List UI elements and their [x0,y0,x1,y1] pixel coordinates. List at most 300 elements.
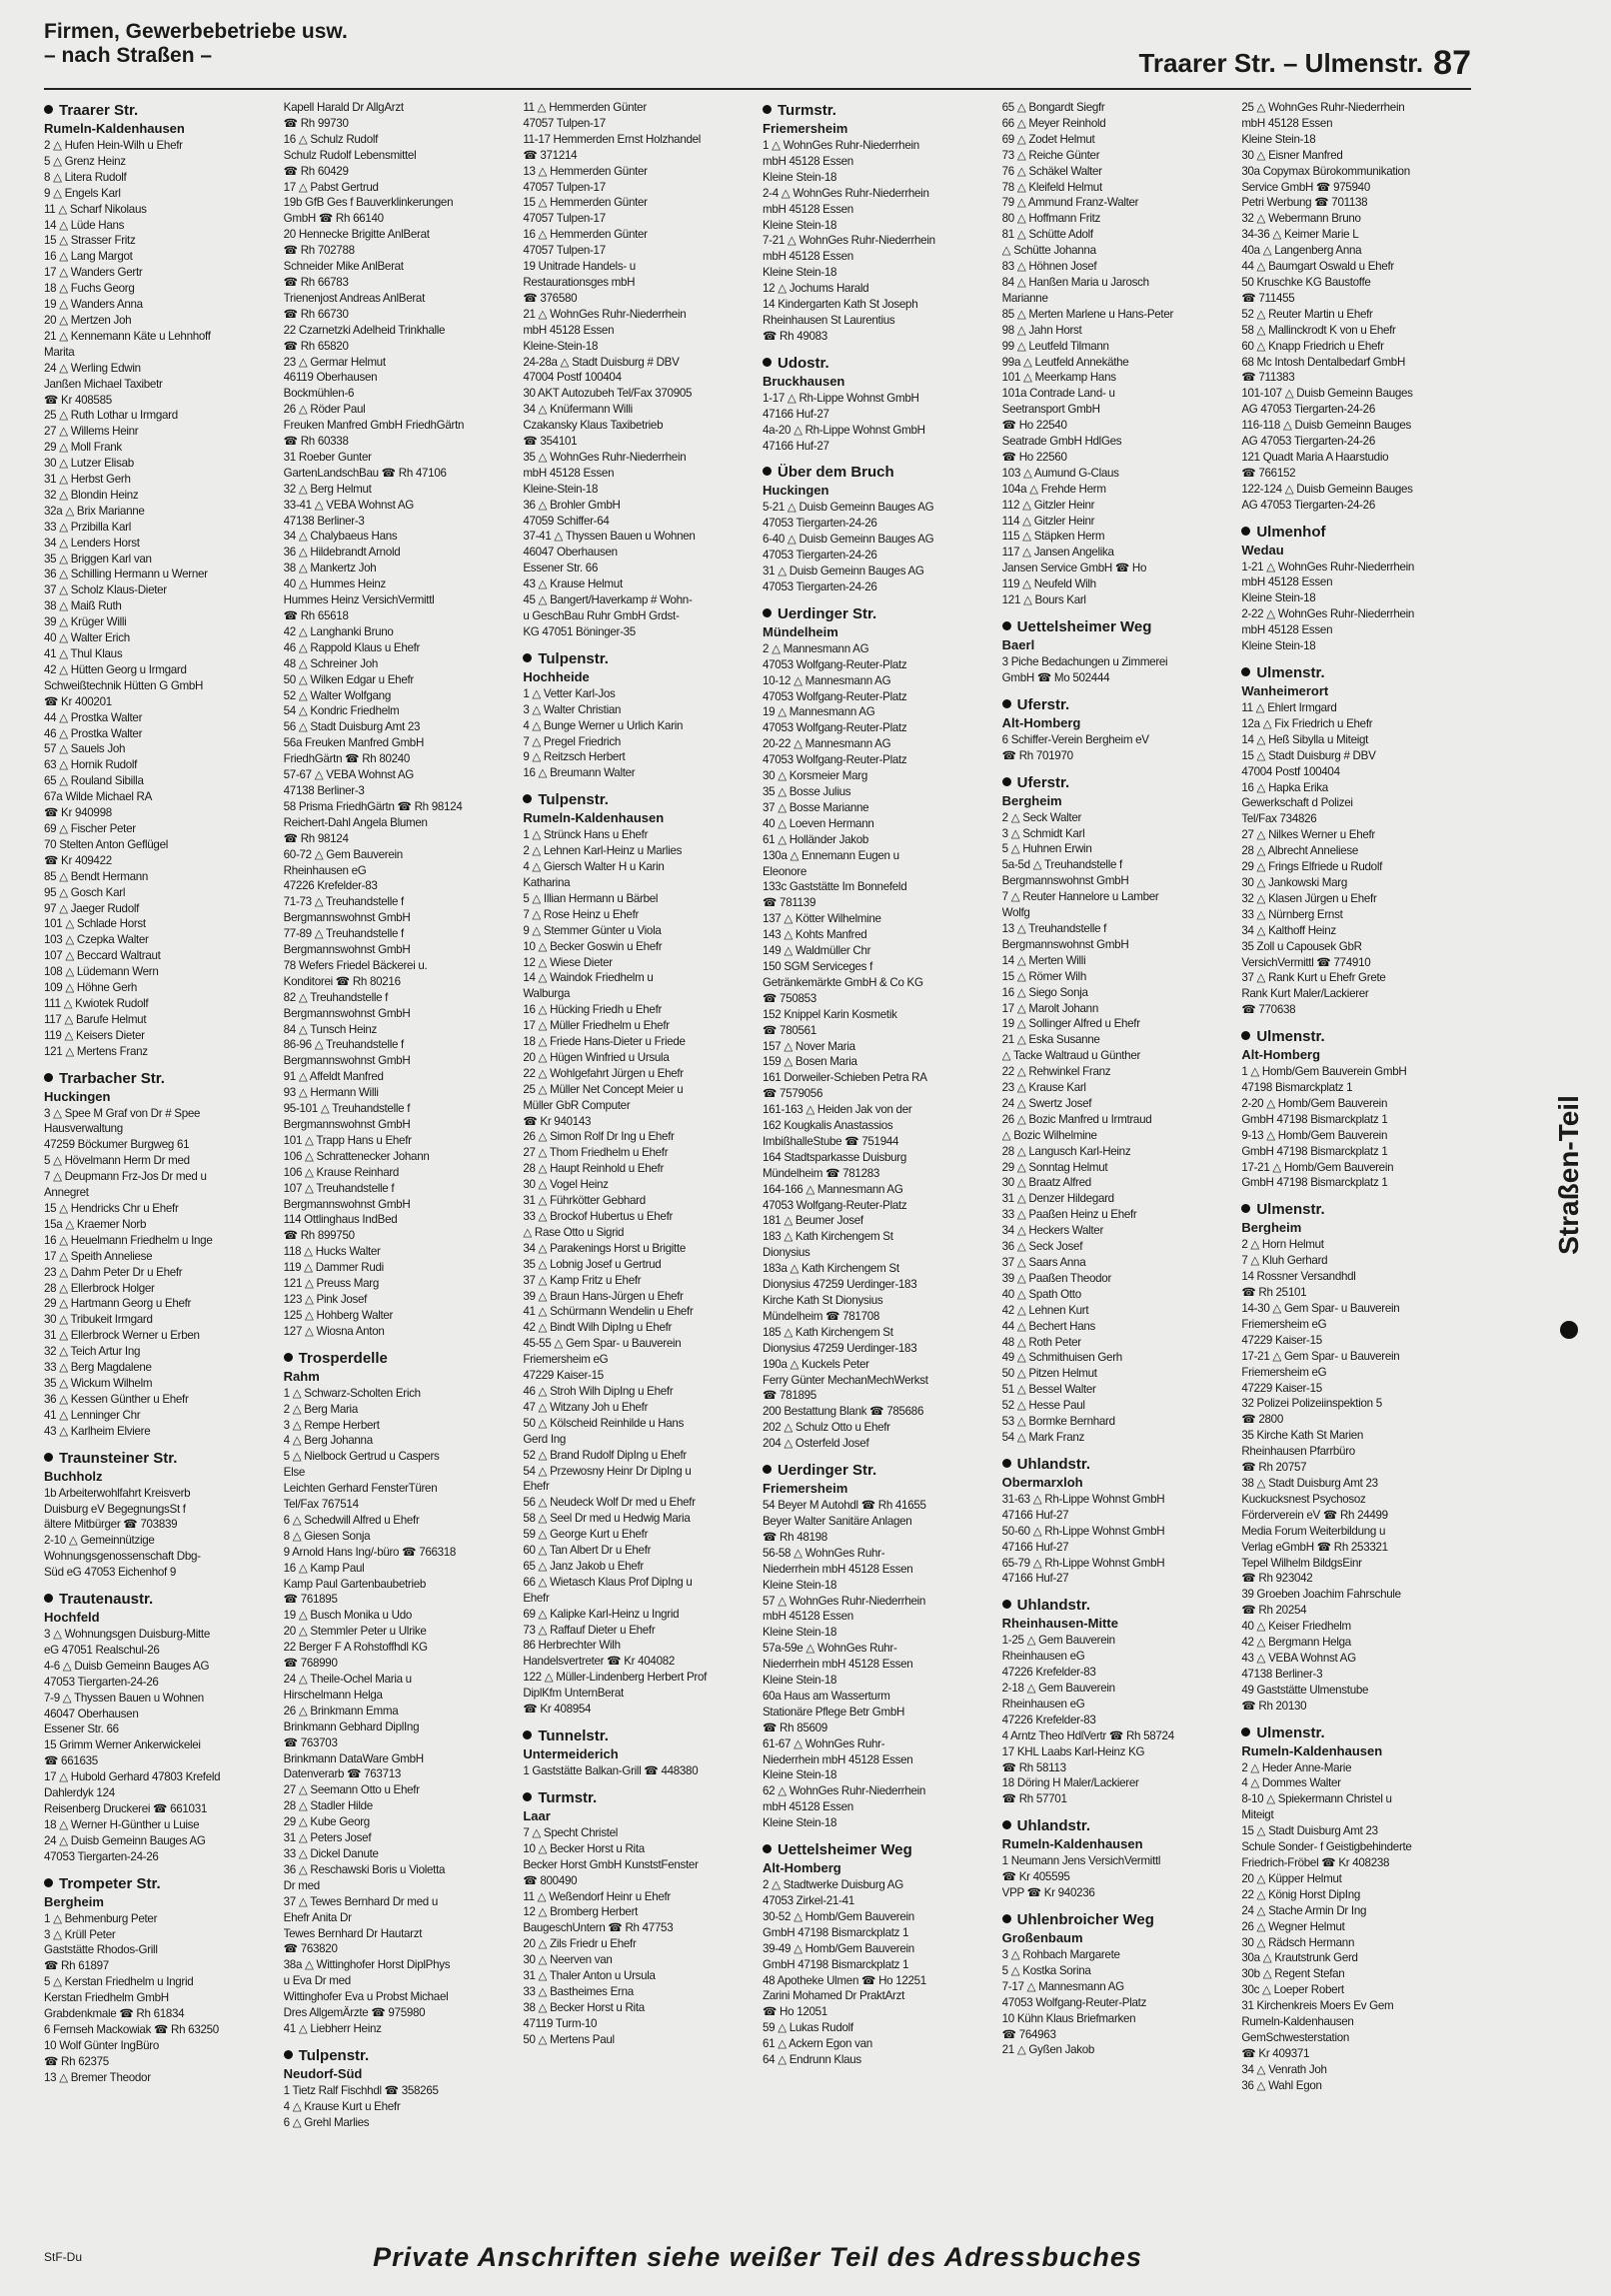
list-item: 2 △ Lehnen Karl-Heinz u Marlies [523,844,683,858]
list-item: 16 △ Schulz Rudolf [283,132,379,146]
list-item: 7 △ Rose Heinz u Ehefr [523,907,640,921]
list-item: VPP ☎ Kr 940236 [1001,1886,1095,1900]
list-item: GmbH ☎ Rh 66140 [283,212,384,226]
list-item: 50 Kruschke KG Baustoffe [1241,275,1371,289]
list-item: 1 △ WohnGes Ruhr-Niederrhein [763,139,919,152]
list-item: Essener Str. 66 [44,1722,119,1736]
list-item: 1 Neumann Jens VersichVermittl [1001,1854,1161,1868]
list-item: 67a Wilde Michael RA [44,790,153,804]
list-item: 16 △ Hemmerden Günter [523,228,648,242]
list-item: Gerd Ing [523,1432,567,1446]
bullet-icon [1241,1031,1250,1040]
list-item: 17 △ Marolt Johann [1001,1001,1098,1015]
list-item: 30c △ Loeper Robert [1241,1983,1344,1997]
list-item: ☎ Rh 923042 [1241,1572,1313,1586]
list-item: 58 △ Mallinckrodt K von u Ehefr [1241,323,1396,337]
list-item: 114 Ottlinghaus IndBed [283,1213,398,1227]
list-item: 33 △ Dickel Danute [283,1846,379,1860]
list-item: ☎ 661635 [44,1754,98,1768]
list-item: 119 △ Keisers Dieter [44,1028,145,1042]
list-item: 4 △ Berg Johanna [283,1434,373,1448]
list-item: 47226 Krefelder-83 [1001,1713,1096,1726]
list-item: 3 △ Wohnungsgen Duisburg-Mitte [44,1628,210,1642]
list-item: 3 △ Krüll Peter [44,1927,116,1941]
list-item: 106 △ Schrattenecker Johann [283,1149,430,1163]
bullet-icon [1241,527,1250,536]
list-item: 32 △ Blondin Heinz [44,488,139,502]
list-item: Mündelheim ☎ 781708 [763,1309,880,1323]
street-name: Ulmenstr. [1256,1723,1325,1741]
list-item: 133c Gaststätte Im Bonnefeld [763,880,907,894]
street-heading [523,650,753,667]
list-item: 164-166 △ Mannesmann AG [763,1182,903,1196]
list-item: ☎ 763820 [283,1942,338,1956]
list-item: 20-22 △ Mannesmann AG [763,737,891,751]
list-item: 42 △ Langhanki Bruno [283,624,394,638]
list-item: 34 △ Kalthoff Heinz [1241,923,1336,937]
list-item: 48 △ Roth Peter [1001,1335,1081,1349]
list-item: AG 47053 Tiergarten-24-26 [1241,498,1375,512]
list-item: 78 △ Kleifeld Helmut [1001,180,1102,194]
list-item: 34-36 △ Keimer Marie L [1241,228,1359,242]
list-item: 107 △ Beccard Waltraut [44,949,161,963]
list-item: 47226 Krefelder-83 [283,879,378,893]
district-name: Alt-Homberg [1001,714,1081,730]
bullet-icon [1241,1727,1250,1736]
street-section [44,102,274,1060]
list-item: 66 △ Wietasch Klaus Prof DipIng u [523,1575,693,1589]
list-item: 10 △ Becker Horst u Rita [523,1841,645,1855]
list-item: 35 △ Lobnig Josef u Gertrud [523,1257,662,1271]
list-item: 20 △ Stemmler Peter u Ulrike [283,1625,427,1639]
list-item: 61-67 △ WohnGes Ruhr- [763,1736,885,1750]
list-item: 31 △ Thaler Anton u Ursula [523,1969,656,1983]
list-item: 38 △ Becker Horst u Rita [523,2000,645,2014]
list-item: 21 △ Gyßen Jakob [1001,2043,1095,2057]
list-item: 30 △ Braatz Alfred [1001,1176,1091,1190]
list-item: 33-41 △ VEBA Wohnst AG [283,498,415,512]
list-item: 51 △ Bessel Walter [1001,1383,1096,1397]
street-name: Trarbacher Str. [59,1069,165,1087]
list-item: 73 △ Raffauf Dieter u Ehefr [523,1623,656,1637]
list-item: 39 △ Krüger Willi [44,615,127,629]
list-item: 28 △ Stadler Hilde [283,1799,373,1813]
list-item: 3 △ Walter Christian [523,702,622,716]
list-item: 15a △ Kraemer Norb [44,1217,147,1231]
street-name: Uhlandstr. [1016,1455,1091,1473]
running-head [1138,42,1471,81]
list-item: 47119 Turm-10 [523,2016,598,2030]
list-item: Janßen Michael Taxibetr [44,377,163,391]
list-item: Seatrade GmbH HdlGes [1001,435,1122,449]
street-name: Über dem Bruch [778,464,894,482]
list-item: ☎ Rh 65618 [283,609,349,622]
list-item: Ehefr [523,1591,550,1605]
list-item: 17 △ Müller Friedhelm u Ehefr [523,1019,670,1033]
list-item: 26 △ Röder Paul [283,403,366,417]
street-range: Traarer Str. – Ulmenstr. [1138,48,1424,78]
list-item: Bergmannswohnst GmbH [1001,874,1129,888]
list-item: Tel/Fax 734826 [1241,812,1317,826]
bullet-icon [523,794,532,803]
list-item: ☎ 371214 [523,148,578,162]
district-name: Hochfeld [44,1610,100,1626]
street-section [44,1450,274,1581]
list-item: Schweißtechnik Hütten G GmbH [44,678,204,692]
list-item: 24 △ Swertz Josef [1001,1096,1092,1110]
list-item: ☎ Rh 49083 [763,329,827,343]
list-item: 121 △ Preuss Marg [283,1277,379,1291]
list-item: 47166 Huf-27 [1001,1508,1069,1522]
list-item: 22 Czarnetzki Adelheid Trinkhalle [283,323,446,337]
list-item: 23 △ Krause Karl [1001,1081,1086,1095]
list-item: 39-49 △ Homb/Gem Bauverein [763,1941,914,1955]
street-heading [1002,1817,1232,1834]
bullet-icon [44,105,53,114]
list-item: 7 △ Specht Christel [523,1825,619,1839]
list-item: 49 Gaststätte Ulmenstube [1241,1683,1369,1697]
list-item: 45 △ Bangert/Haverkamp # Wohn- [523,593,693,607]
district-name: Untermeiderich [523,1746,619,1761]
list-item: 28 △ Haupt Reinhold u Ehefr [523,1162,665,1176]
street-section [1241,524,1471,654]
district-name: Huckingen [44,1088,111,1104]
district-name: Alt-Homberg [763,1860,841,1876]
street-name: Trautenaustr. [59,1591,154,1609]
street-section [763,102,992,345]
list-item: 84 △ Hanßen Maria u Jarosch [1001,275,1149,289]
list-item: 8-10 △ Spiekermann Christel u [1241,1792,1392,1806]
street-heading [1241,1724,1471,1741]
list-item: ☎ Kr 405595 [1001,1870,1070,1884]
list-item: 183a △ Kath Kirchengem St [763,1262,899,1276]
list-item: 85 △ Merten Marlene u Hans-Peter [1001,307,1174,321]
list-item: 20 △ Zils Friedr u Ehefr [523,1937,637,1951]
list-item: 43 △ VEBA Wohnst AG [1241,1651,1356,1665]
list-item: 60 △ Tan Albert Dr u Ehefr [523,1544,652,1558]
list-item: 47053 Wolfgang-Reuter-Platz [763,1198,907,1212]
list-item: 5a-5d △ Treuhandstelle f [1001,858,1122,872]
street-section [1002,100,1232,608]
list-item: u Eva Dr med [283,1974,351,1988]
list-item: 24-28a △ Stadt Duisburg # DBV [523,355,680,369]
list-item: 47004 Postf 100404 [1241,764,1340,778]
list-item: 47053 Tiergarten-24-26 [763,549,877,563]
list-item: GmbH 47198 Bismarckplatz 1 [1241,1176,1388,1190]
list-item: Müller GbR Computer [523,1098,631,1112]
street-heading [1241,1028,1471,1045]
street-heading [1241,664,1471,681]
list-item: Annegret [44,1186,89,1200]
list-item: 83 △ Höhnen Josef [1001,260,1097,274]
list-item: 47 △ Witzany Joh u Ehefr [523,1400,649,1414]
list-item: Grabdenkmale ☎ Rh 61834 [44,2007,185,2021]
bullet-icon [763,358,772,367]
list-item: Kleine Stein-18 [1241,591,1316,605]
street-name: Uhlandstr. [1016,1597,1091,1615]
list-item: 17 △ Hubold Gerhard 47803 Krefeld [44,1770,221,1784]
list-item: 103 △ Czepka Walter [44,933,149,947]
street-name: Tulpenstr. [298,2046,370,2064]
directory-column [44,100,274,2228]
list-item: Niederrhein mbH 45128 Essen [763,1562,913,1576]
list-item: Miteigt [1241,1808,1274,1822]
list-item: 44 △ Prostka Walter [44,710,143,724]
list-item: 64 △ Endrunn Klaus [763,2053,861,2067]
list-item: △ Tacke Waltraud u Günther [1001,1049,1141,1063]
list-item: Kirche Kath St Dionysius [763,1294,883,1307]
list-item: 41 △ Lenninger Chr [44,1408,141,1422]
footer-note: Private Anschriften siehe weißer Teil des Adressbuches [373,2242,1142,2272]
list-item: 17 KHL Laabs Karl-Heinz KG [1001,1744,1145,1758]
list-item: Kuckucksnest Psychosoz [1241,1492,1366,1506]
list-item: 42 △ Hütten Georg u Irmgard [44,662,187,676]
list-item: 9 △ Reitzsch Herbert [523,750,626,764]
list-item: 50 △ Wilken Edgar u Ehefr [283,672,414,686]
street-heading [1241,524,1471,541]
list-item: 34 △ Parakenings Horst u Brigitte [523,1241,687,1255]
list-item: 26 △ Simon Rolf Dr Ing u Ehefr [523,1130,675,1144]
section-tab-label: Straßen-Teil [1553,1095,1584,1255]
street-heading [763,102,992,119]
district-name: Baerl [1001,637,1035,652]
list-item: ☎ Rh 58113 [1001,1760,1066,1774]
list-item: ☎ Rh 20130 [1241,1699,1307,1713]
street-name: Trompeter Str. [59,1874,161,1892]
list-item: 19 △ Wanders Anna [44,298,143,312]
list-item: ☎ Rh 701970 [1001,748,1073,762]
list-item: 16 △ Heuelmann Friedhelm u Inge [44,1233,213,1247]
list-item: 1-17 △ Rh-Lippe Wohnst GmbH [763,391,919,405]
list-item: Service GmbH ☎ 975940 [1241,180,1370,194]
list-item: 25 △ Ruth Lothar u Irmgard [44,409,178,423]
street-section [284,2047,514,2131]
list-item: Kleine Stein-18 [763,1816,837,1830]
list-item: 54 Beyer M Autohdl ☎ Rh 41655 [763,1499,926,1513]
list-item: 78 Wefers Friedel Bäckerei u. [283,958,428,972]
list-item: 21 △ Kennemann Käte u Lehnhoff [44,329,211,343]
list-item: 8 △ Litera Rudolf [44,170,127,184]
list-item: 30 △ Eisner Manfred [1241,148,1343,162]
bullet-icon [1002,1820,1011,1829]
list-item: Hausverwaltung [44,1122,123,1136]
list-item: ☎ Rh 60429 [283,164,349,178]
list-item: 47004 Postf 100404 [523,371,622,385]
list-item: 47138 Berliner-3 [1241,1667,1323,1681]
street-heading [1002,1911,1232,1928]
list-item: 101 △ Trapp Hans u Ehefr [283,1133,412,1147]
street-name: Tunnelstr. [538,1727,609,1744]
list-item: 22 Berger F A Rohstoffhdl KG [283,1641,428,1655]
district-name: Hochheide [523,668,590,684]
list-item: 4 Arntz Theo HdlVertr ☎ Rh 58724 [1001,1728,1174,1742]
bullet-icon [1002,777,1011,786]
street-section [1002,696,1232,764]
list-item: 1 △ Strünck Hans u Ehefr [523,828,649,842]
list-item: 47053 Tiergarten-24-26 [763,579,877,593]
list-item: ☎ Rh 61897 [44,1959,109,1973]
list-item: 36 △ Brohler GmbH [523,498,621,512]
list-item: Niederrhein mbH 45128 Essen [763,1658,913,1672]
list-item: 46047 Oberhausen [44,1707,139,1721]
list-item: 2 △ Stadtwerke Duisburg AG [763,1878,903,1892]
street-name: Uerdinger Str. [778,604,877,622]
bullet-icon [44,1453,53,1462]
list-item: 22 △ Wohlgefahrt Jürgen u Ehefr [523,1066,684,1080]
list-item: 38a △ Wittinghofer Horst DiplPhys [283,1958,451,1972]
list-item: Dionysius 47259 Uerdinger-183 [763,1278,917,1292]
district-name: Wedau [1241,542,1284,558]
list-item: ☎ Rh 65820 [283,339,349,353]
list-item: 14 △ Lüde Hans [44,218,125,232]
list-item: 181 △ Beumer Josef [763,1214,863,1228]
list-item: 62 △ WohnGes Ruhr-Niederrhein [763,1784,926,1798]
list-item: 1b Arbeiterwohlfahrt Kreisverb [44,1486,191,1500]
bullet-icon [1002,1914,1011,1923]
list-item: ☎ 7579056 [763,1087,823,1101]
street-section [284,100,514,1340]
list-item: 47229 Kaiser-15 [1241,1381,1322,1395]
list-item: ☎ Kr 408954 [523,1703,592,1717]
list-item: Gaststätte Rhodos-Grill [44,1943,158,1957]
list-item: 18 Döring H Maler/Lackierer [1001,1776,1139,1790]
list-item: 101 △ Meerkamp Hans [1001,371,1116,385]
list-item: 35 △ Wickum Wilhelm [44,1376,153,1390]
list-item: Kleine-Stein-18 [523,482,599,496]
list-item: 7-17 △ Mannesmann AG [1001,1979,1124,1993]
street-section [1241,1028,1471,1191]
street-heading [44,1875,274,1892]
list-item: 97 △ Jaeger Rudolf [44,901,140,915]
list-item: Tepel Wilhelm BildgsEinr [1241,1556,1362,1570]
list-item: Becker Horst GmbH KunststFenster [523,1857,699,1871]
list-item: 73 △ Reiche Günter [1001,148,1100,162]
list-item: 31 △ Denzer Hildegard [1001,1192,1114,1206]
list-item: 56 △ Neudeck Wolf Dr med u Ehefr [523,1496,696,1510]
list-item: Hirschelmann Helga [283,1688,383,1702]
list-item: 69 △ Kalipke Karl-Heinz u Ingrid [523,1607,680,1621]
list-item: 14-30 △ Gem Spar- u Bauverein [1241,1302,1400,1315]
list-item: 33 △ Nürnberg Ernst [1241,907,1343,921]
list-item: 86-96 △ Treuhandstelle f [283,1038,404,1052]
list-item: 10 △ Becker Goswin u Ehefr [523,939,663,953]
list-item: 70 Stelten Anton Geflügel [44,837,168,851]
list-item: 106 △ Krause Reinhard [283,1165,400,1179]
list-item: ☎ Rh 57701 [1001,1792,1067,1806]
list-item: 2 △ Mannesmann AG [763,641,869,655]
list-item: ☎ 750853 [763,991,816,1005]
bullet-icon [1002,1459,1011,1468]
list-item: Czakansky Klaus Taxibetrieb [523,419,664,433]
street-heading [44,102,274,119]
list-item: 17-21 △ Homb/Gem Bauverein [1241,1160,1394,1174]
street-section [763,464,992,594]
list-item: Wolfg [1001,906,1030,920]
list-item: 17 △ Pabst Gertrud [283,180,379,194]
list-item: ☎ 781139 [763,896,816,910]
list-item: Walburga [523,987,571,1001]
list-item: 36 △ Kessen Günther u Ehefr [44,1392,189,1406]
list-item: 3 Piche Bedachungen u Zimmerei [1001,655,1168,668]
street-heading [1002,1456,1232,1473]
list-item: 60 △ Knapp Friedrich u Ehefr [1241,339,1384,353]
list-item: 2-10 △ Gemeinnützige [44,1534,155,1548]
list-item: 35 Kirche Kath St Marien [1241,1429,1364,1443]
list-item: 114 △ Gitzler Heinr [1001,514,1095,528]
list-item: 34 △ Chalybaeus Hans [283,530,398,544]
list-item: 68 Mc Intosh Dentalbedarf GmbH [1241,355,1406,369]
list-item: ☎ Rh 99730 [283,116,349,130]
list-item: 143 △ Kohts Manfred [763,928,867,942]
list-item: Trienenjost Andreas AnlBerat [283,291,425,305]
street-section [1241,664,1471,1018]
street-heading [763,605,992,622]
street-section [763,1841,992,2068]
list-item: ☎ Rh 66783 [283,275,349,289]
list-item: Bergmannswohnst GmbH [1001,937,1129,951]
street-name: Traunsteiner Str. [59,1449,178,1467]
list-item: 24 △ Werling Edwin [44,361,141,375]
list-item: AG 47053 Tiergarten-24-26 [1241,403,1375,417]
list-item: 37 △ Scholz Klaus-Dieter [44,583,167,597]
list-item: ☎ 780561 [763,1023,816,1037]
list-item: 56 △ Stadt Duisburg Amt 23 [283,720,421,734]
list-item: 41 △ Liebherr Heinz [283,2021,382,2035]
street-section [1241,1201,1471,1714]
list-item: 19 Unitrade Handels- u [523,260,636,274]
list-item: 10 Kühn Klaus Briefmarken [1001,2011,1136,2025]
street-heading [763,355,992,372]
list-item: 15 △ Strasser Fritz [44,234,136,248]
list-item: 36 △ Schilling Hermann u Werner [44,568,208,581]
list-item: 12a △ Fix Friedrich u Ehefr [1241,716,1373,730]
list-item: 30 △ Korsmeier Marg [763,769,868,783]
list-item: 122 △ Müller-Lindenberg Herbert Prof [523,1671,708,1685]
directory-columns [44,100,1471,2228]
list-item: 157 △ Nover Maria [763,1039,855,1053]
street-section [763,605,992,1452]
list-item: 42 △ Bindt Wilh DipIng u Ehefr [523,1321,673,1335]
list-item: 30 AKT Autozubeh Tel/Fax 370905 [523,387,693,401]
list-item: 91 △ Affeldt Manfred [283,1070,384,1084]
list-item: 43 △ Karlheim Elviere [44,1424,151,1438]
list-item: 58 △ Seel Dr med u Hedwig Maria [523,1512,691,1526]
list-item: 14 △ Waindok Friedhelm u [523,971,654,985]
list-item: ☎ Kr 940143 [523,1114,592,1128]
list-item: 37 △ Kamp Fritz u Ehefr [523,1273,642,1287]
list-item: 9 △ Engels Karl [44,186,121,200]
list-item: 84 △ Tunsch Heinz [283,1022,378,1036]
list-item: Leichten Gerhard FensterTüren [283,1482,438,1496]
list-item: 26 △ Bozic Manfred u Irmtraud [1001,1112,1152,1126]
list-item: 101a Contrade Land- u [1001,387,1115,401]
list-item: ☎ 711383 [1241,371,1295,385]
list-item: Schule Sonder- f Geistigbehinderte [1241,1840,1412,1854]
list-item: 7 △ Reuter Hannelore u Lamber [1001,890,1159,904]
list-item: Rheinhausen eG [1001,1650,1085,1664]
list-item: ☎ 376580 [523,291,578,305]
list-item: 115 △ Stäpken Herm [1001,530,1105,544]
list-item: mbH 45128 Essen [763,250,853,264]
list-item: 65-79 △ Rh-Lippe Wohnst GmbH [1001,1556,1165,1570]
list-item: Reichert-Dahl Angela Blumen [283,815,428,829]
list-item: 28 △ Albrecht Anneliese [1241,844,1359,858]
list-item: 2 △ Berg Maria [283,1402,358,1416]
list-item: 36 △ Wahl Egon [1241,2078,1322,2092]
list-item: Jansen Service GmbH ☎ Ho [1001,562,1147,575]
list-item: ☎ Rh 20757 [1241,1461,1307,1475]
list-item: 63 △ Hornik Rudolf [44,758,138,772]
